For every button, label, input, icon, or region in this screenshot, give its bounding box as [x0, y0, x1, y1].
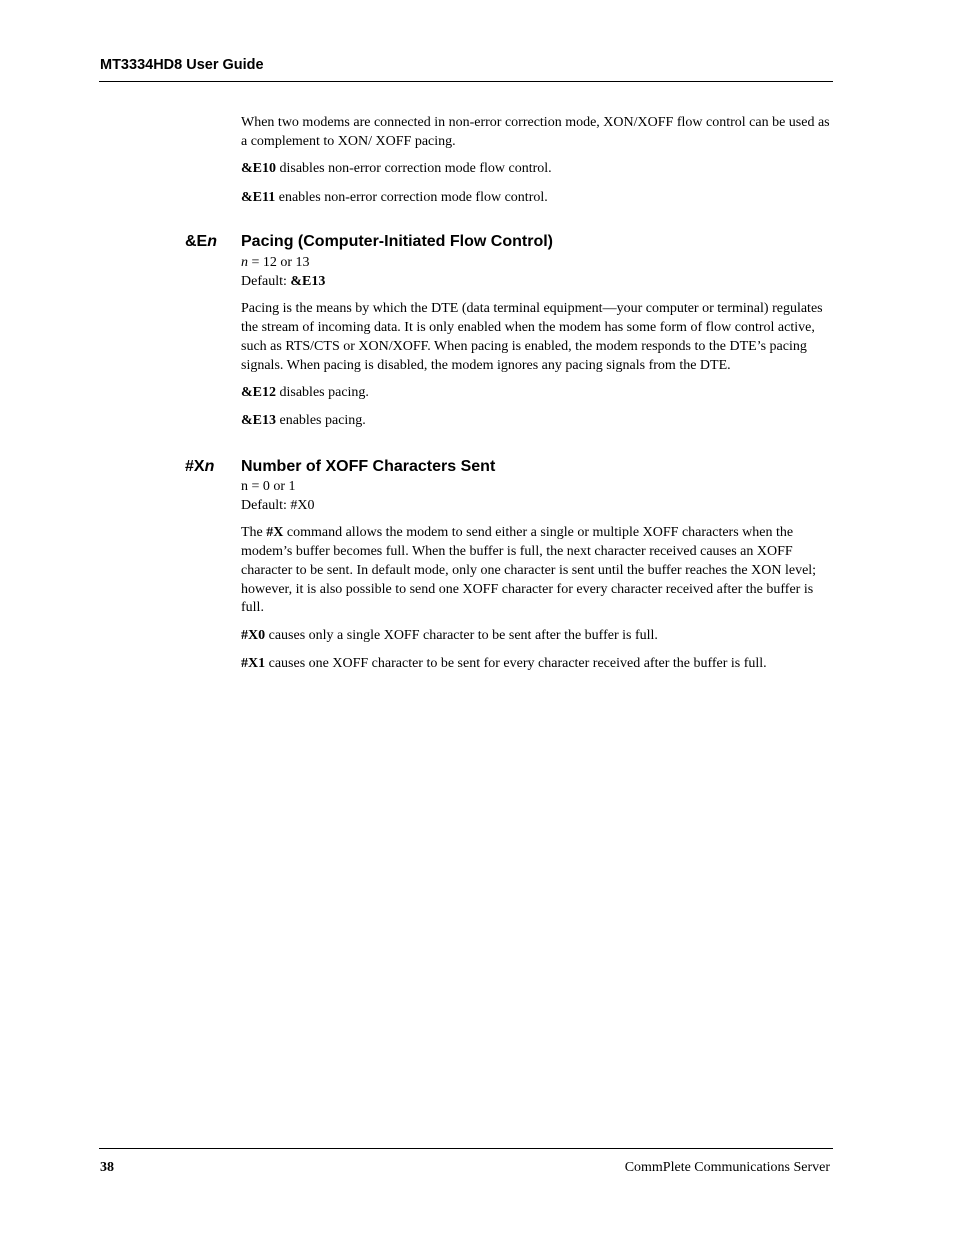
section-heading-xoff: Number of XOFF Characters Sent [241, 458, 496, 475]
command-code: &E10 [241, 161, 276, 177]
pacing-option-1: &E12 disables pacing. [241, 385, 369, 401]
command-code: &E12 [241, 385, 276, 401]
xoff-option-2: #X1 causes one XOFF character to be sent for every character received after the buffer is full. [241, 655, 767, 671]
page-number: 38 [100, 1160, 114, 1175]
section-heading-pacing: Pacing (Computer-Initiated Flow Control) [241, 233, 553, 250]
command-code: &E13 [241, 412, 276, 428]
parameter-range: n = 12 or 13 [241, 255, 310, 270]
footer-document-title: CommPlete Communications Server [624, 1160, 830, 1175]
section-paragraph: Pacing is the means by which the DTE (data terminal equipment—your computer or terminal) regulates the stream of incoming data. It is only enabled when the modem has some form of flow control active, such as RTS/CTS or XON/XOFF. When pacing is enabled, the modem responds to the DTE’s pacing signals. When pacing is disabled, the modem ignores any pacing signals from the DTE. [241, 301, 823, 373]
default-value: Default: #X0 [241, 497, 315, 513]
section-paragraph: The #X command allows the modem to send either a single or multiple XOFF characters when the modem’s buffer becomes full. When the buffer is full, the next character received causes an XOFF character to be sent. In default mode, only one character is sent until the buffer reaches the XON level; however, it is also possible to send one XOFF character for every character received after the buffer is full. [241, 525, 817, 616]
default-value: Default: &E13 [241, 273, 326, 289]
header-rule [99, 81, 833, 82]
section-body-pacing [241, 254, 833, 431]
command-label-en: &En [185, 233, 218, 250]
section-body-xoff [241, 478, 833, 673]
intro-paragraph: When two modems are connected in non-error correction mode, XON/XOFF flow control can be used as a complement to XON/ XOFF pacing. [241, 115, 830, 149]
footer-rule [99, 1148, 833, 1149]
parameter-range: n = 0 or 1 [241, 479, 296, 494]
command-code: &E11 [241, 190, 276, 206]
intro-option-1 [241, 160, 833, 179]
intro-block [241, 114, 833, 208]
command-code: #X1 [241, 655, 266, 671]
option-text: enables non-error correction mode flow control. [275, 190, 548, 206]
command-label-xn: #Xn [185, 458, 215, 475]
command-code: #X0 [241, 627, 266, 643]
command-code: #X [266, 525, 284, 541]
intro-option-2 [241, 189, 833, 208]
page-header-title: MT3334HD8 User Guide [100, 57, 264, 73]
pacing-option-2: &E13 enables pacing. [241, 412, 366, 428]
option-text: disables non-error correction mode flow control. [276, 161, 552, 177]
xoff-option-1: #X0 causes only a single XOFF character to be sent after the buffer is full. [241, 627, 658, 643]
